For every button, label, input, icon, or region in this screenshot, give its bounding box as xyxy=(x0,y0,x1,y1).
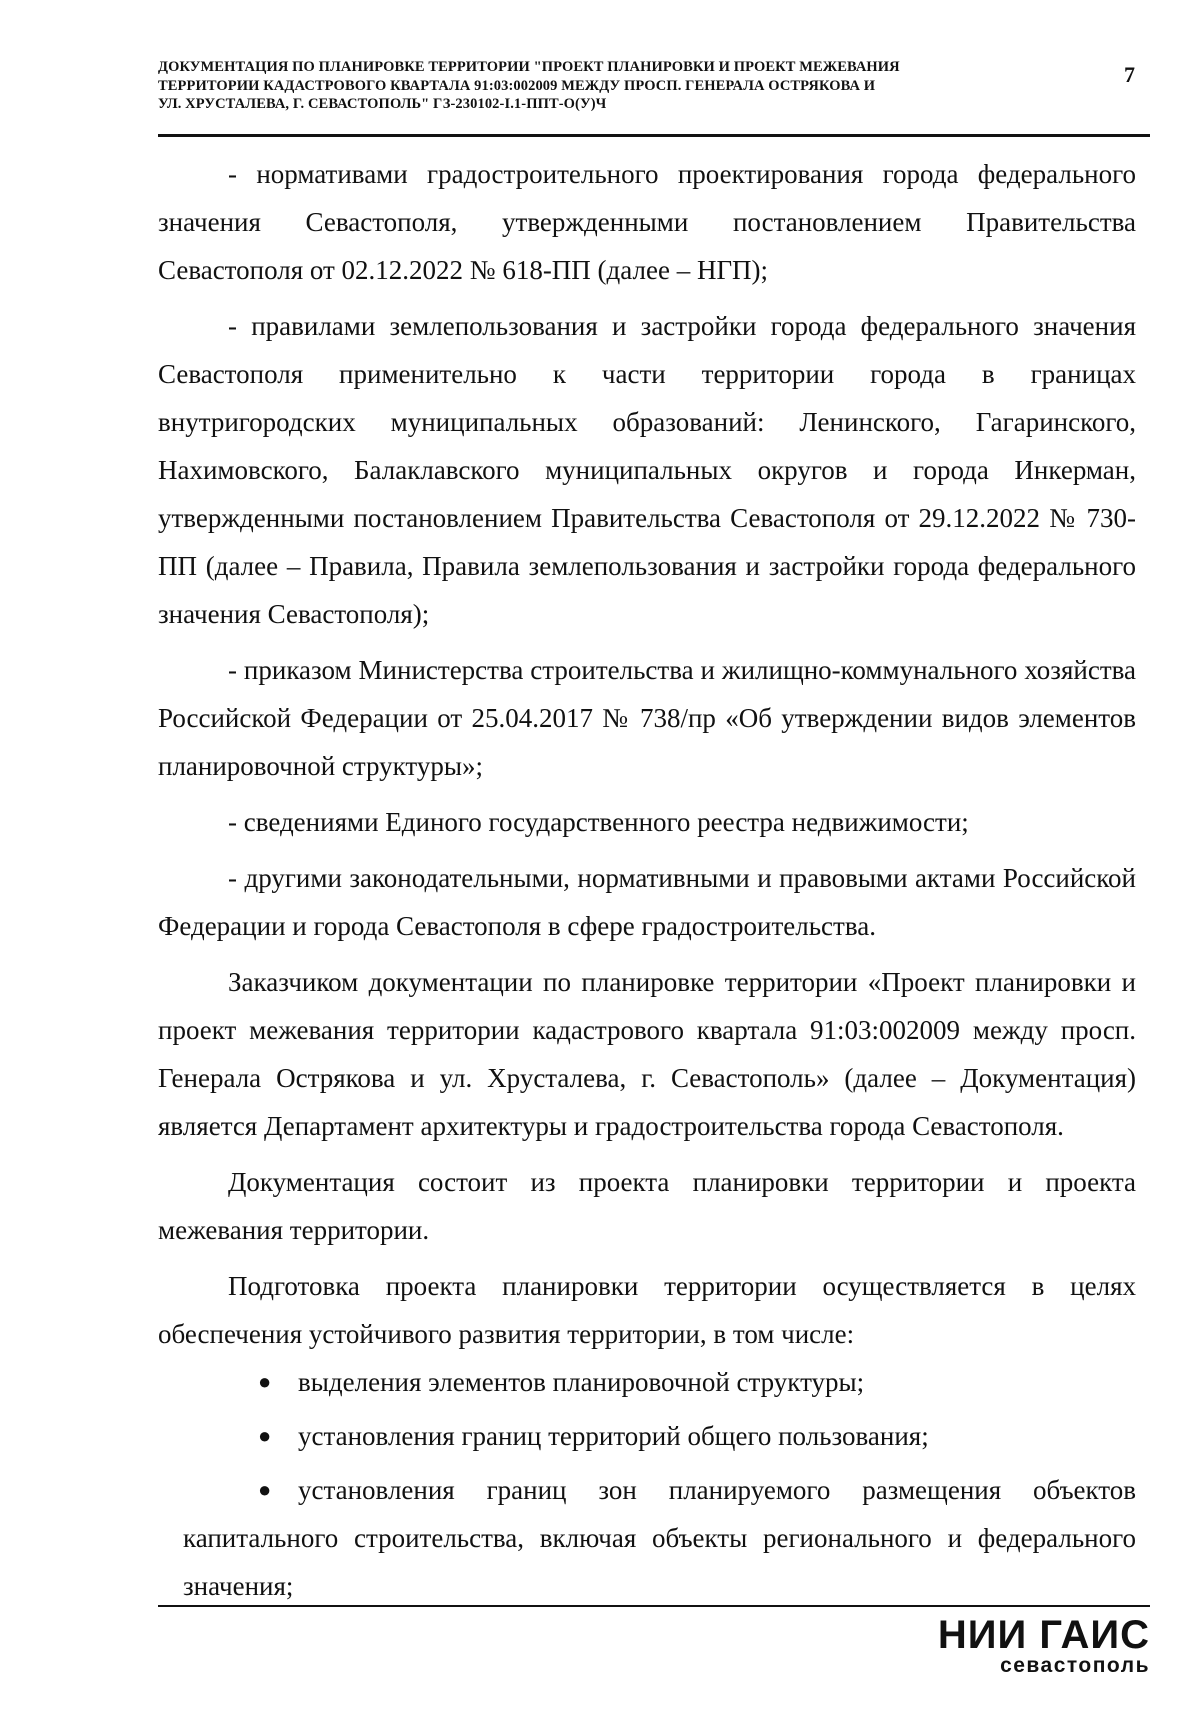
paragraph-customer: Заказчиком документации по планировке территории «Проект планировки и проект межевания территории кадастрового квартала 91:03:002009 между просп. Генерала Острякова и ул. Хрусталева, г. Севастополь» (далее – Документация) является Департамент архитектуры и градостроительства города Севастополя. xyxy=(158,967,1136,1141)
list-item xyxy=(158,1412,1136,1460)
document-body xyxy=(158,150,1136,1610)
bullet-icon: ● xyxy=(258,1369,272,1394)
paragraph-purpose: Подготовка проекта планировки территории осуществляется в целях обеспечения устойчивого развития территории, в том числе: xyxy=(158,1271,1136,1349)
bullet-icon: ● xyxy=(258,1423,272,1448)
logo-title: НИИ ГАИС xyxy=(937,1613,1150,1657)
paragraph-composition: Документация состоит из проекта планировки территории и проекта межевания территории. xyxy=(158,1167,1136,1245)
header-line-2: ТЕРРИТОРИИ КАДАСТРОВОГО КВАРТАЛА 91:03:002009 МЕЖДУ ПРОСП. ГЕНЕРАЛА ОСТРЯКОВА И xyxy=(158,77,876,94)
header-line-1: ДОКУМЕНТАЦИЯ ПО ПЛАНИРОВКЕ ТЕРРИТОРИИ "ПРОЕКТ ПЛАНИРОВКИ И ПРОЕКТ МЕЖЕВАНИЯ xyxy=(158,59,900,75)
footer-divider xyxy=(158,1605,1150,1607)
document-header xyxy=(158,58,1098,114)
paragraph-ngp: - нормативами градостроительного проектирования города федерального значения Севастополя, утвержденными постановлением Правительства Севастополя от 02.12.2022 № 618-ПП (далее – НГП); xyxy=(158,159,1136,285)
logo-subtitle: севастополь xyxy=(1000,1654,1150,1677)
header-line-3: УЛ. ХРУСТАЛЕВА, Г. СЕВАСТОПОЛЬ" ГЗ-230102-I.1-ППТ-О(У)Ч xyxy=(158,96,607,112)
list-item-text: выделения элементов планировочной структуры; xyxy=(298,1367,865,1397)
header-divider xyxy=(158,134,1150,137)
paragraph-other-acts: - другими законодательными, нормативными и правовыми актами Российской Федерации и города Севастополя в сфере градостроительства. xyxy=(158,863,1136,941)
list-item-text: установления границ территорий общего пользования; xyxy=(298,1421,929,1451)
paragraph-pzz: - правилами землепользования и застройки города федерального значения Севастополя применительно к части территории города в границах внутригородских муниципальных образований: Ленинского, Гагаринского, Нахимовского, Балаклавского муниципальных округов и города Инкерман, утвержденными постановлением Правительства Севастополя от 29.12.2022 № 730-ПП (далее – Правила, Правила землепользования и застройки города федерального значения Севастополя); xyxy=(158,311,1136,629)
list-item xyxy=(158,1466,1136,1610)
bullet-icon: ● xyxy=(258,1477,272,1502)
purpose-list xyxy=(158,1358,1136,1610)
list-item-text: установления границ зон планируемого размещения объектов капитального строительства, включая объекты регионального и федерального значения; xyxy=(183,1475,1136,1601)
company-logo xyxy=(904,1615,1150,1677)
paragraph-minstroy-order: - приказом Министерства строительства и жилищно-коммунального хозяйства Российской Федерации от 25.04.2017 № 738/пр «Об утверждении видов элементов планировочной структуры»; xyxy=(158,655,1136,781)
page-number: 7 xyxy=(1124,62,1135,87)
list-item xyxy=(158,1358,1136,1406)
paragraph-egrn: - сведениями Единого государственного реестра недвижимости; xyxy=(228,807,969,837)
